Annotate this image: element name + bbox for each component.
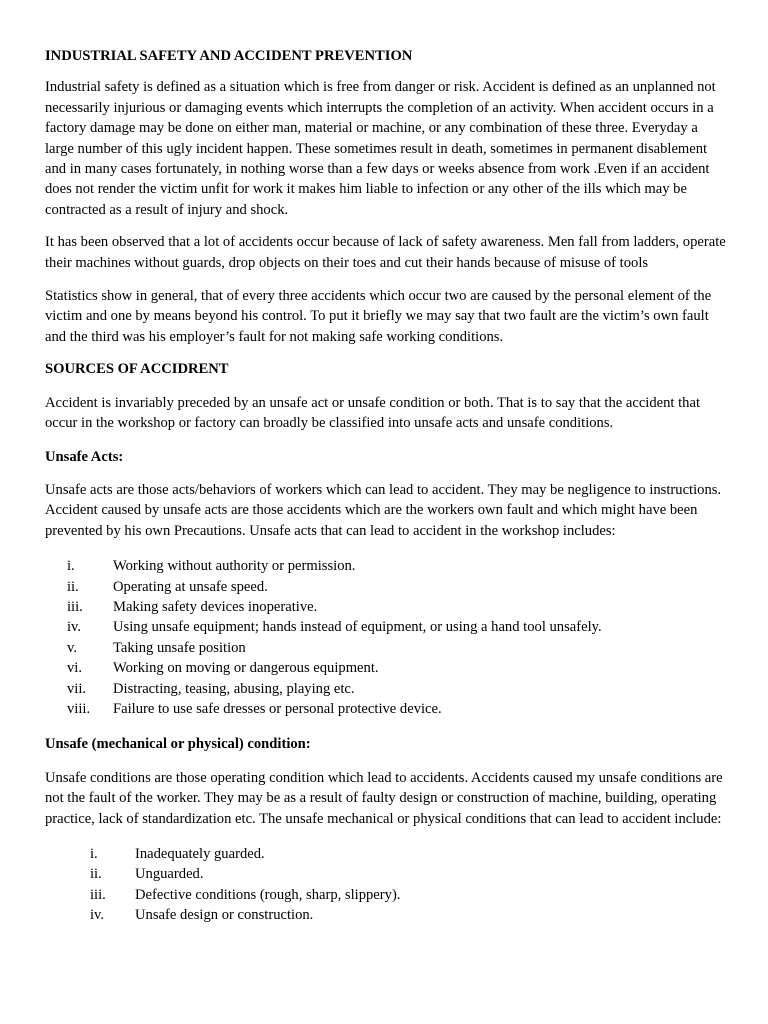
list-item — [45, 577, 727, 597]
unsafe-conditions-heading: Unsafe (mechanical or physical) condition: — [45, 736, 311, 753]
list-item-number: ii. — [90, 866, 102, 883]
list-item — [45, 905, 727, 925]
list-item — [45, 597, 727, 617]
unsafe-acts-heading: Unsafe Acts: — [45, 448, 124, 465]
list-item — [45, 864, 727, 884]
list-item-number: viii. — [67, 700, 91, 717]
list-item-number: i. — [90, 846, 98, 862]
list-item-text: Defective conditions (rough, sharp, slippery). — [135, 886, 401, 903]
list-item — [45, 679, 727, 699]
unsafe-acts-paragraph: Unsafe acts are those acts/behaviors of workers which can lead to accident. They may be negligence to instructions. Accident caused by unsafe acts are those accidents which are the workers own fault and which might have been prevented by his own Precautions. Unsafe acts that can lead to accident in the workshop includes: — [45, 481, 722, 539]
list-item — [45, 556, 727, 576]
document-title: INDUSTRIAL SAFETY AND ACCIDENT PREVENTION — [45, 48, 413, 64]
list-item — [45, 617, 727, 637]
list-item-text: Distracting, teasing, abusing, playing etc. — [113, 680, 355, 697]
list-item — [45, 699, 727, 719]
list-item — [45, 638, 727, 658]
list-item-number: iii. — [90, 886, 106, 903]
intro-paragraph-2: It has been observed that a lot of accidents occur because of lack of safety awareness. Men fall from ladders, operate their machines without guards, drop objects on their toes and cut their hands because of misuse of tools — [45, 234, 726, 271]
list-item — [45, 885, 727, 905]
list-item-number: vi. — [67, 660, 82, 677]
list-item-number: vii. — [67, 680, 87, 697]
list-item-text: Failure to use safe dresses or personal protective device. — [113, 700, 442, 717]
sources-heading: SOURCES OF ACCIDRENT — [45, 361, 229, 378]
list-item-text: Unsafe design or construction. — [135, 907, 314, 924]
list-item-text: Taking unsafe position — [113, 639, 246, 656]
list-item-text: Making safety devices inoperative. — [113, 598, 318, 615]
unsafe-acts-list — [45, 556, 727, 719]
list-item-number: ii. — [67, 578, 79, 595]
document-page — [45, 46, 727, 941]
unsafe-conditions-paragraph: Unsafe conditions are those operating condition which lead to accidents. Accidents caused my unsafe conditions are not the fault of the worker. They may be as a result of faulty design or construction of machine, building, operating practice, lack of standardization etc. The unsafe mechanical or physical conditions that can lead to accident include: — [45, 769, 723, 827]
list-item-number: iii. — [67, 598, 83, 615]
list-item-text: Using unsafe equipment; hands instead of equipment, or using a hand tool unsafely. — [113, 619, 602, 636]
list-item-number: iv. — [67, 619, 82, 636]
unsafe-conditions-list — [45, 844, 727, 926]
list-item-text: Working on moving or dangerous equipment. — [113, 660, 379, 677]
list-item-number: v. — [67, 639, 77, 656]
list-item-number: i. — [67, 558, 75, 575]
list-item — [45, 658, 727, 678]
sources-paragraph: Accident is invariably preceded by an unsafe act or unsafe condition or both. That is to say that the accident that occur in the workshop or factory can broadly be classified into unsafe acts and unsafe conditions. — [45, 394, 701, 432]
list-item-text: Inadequately guarded. — [135, 846, 265, 862]
list-item-number: iv. — [90, 907, 105, 924]
list-item — [45, 844, 727, 864]
list-item-text: Unguarded. — [135, 866, 204, 883]
intro-paragraph-1: Industrial safety is defined as a situation which is free from danger or risk. Accident is defined as an unplanned not necessarily injurious or damaging events which interrupts the completion of an activity. When accident occurs in a factory damage may be done on either man, material or machine, or any combination of these three. Everyday a large number of this ugly incident happen. These sometimes result in death, sometimes in permanent disablement and in many cases fortunately, in nothing worse than a few days or weeks absence from work .Even if an accident does not render the victim unfit for work it makes him liable to infection or any other of the ills which may be contracted as a result of injury and shock. — [45, 79, 716, 218]
intro-paragraph-3: Statistics show in general, that of every three accidents which occur two are caused by the personal element of the victim and one by means beyond his control. To put it briefly we may say that two fault are the victim’s own fault and the third was his employer’s fault for not making safe working conditions. — [45, 288, 712, 345]
list-item-text: Operating at unsafe speed. — [113, 578, 268, 595]
list-item-text: Working without authority or permission. — [113, 558, 356, 575]
